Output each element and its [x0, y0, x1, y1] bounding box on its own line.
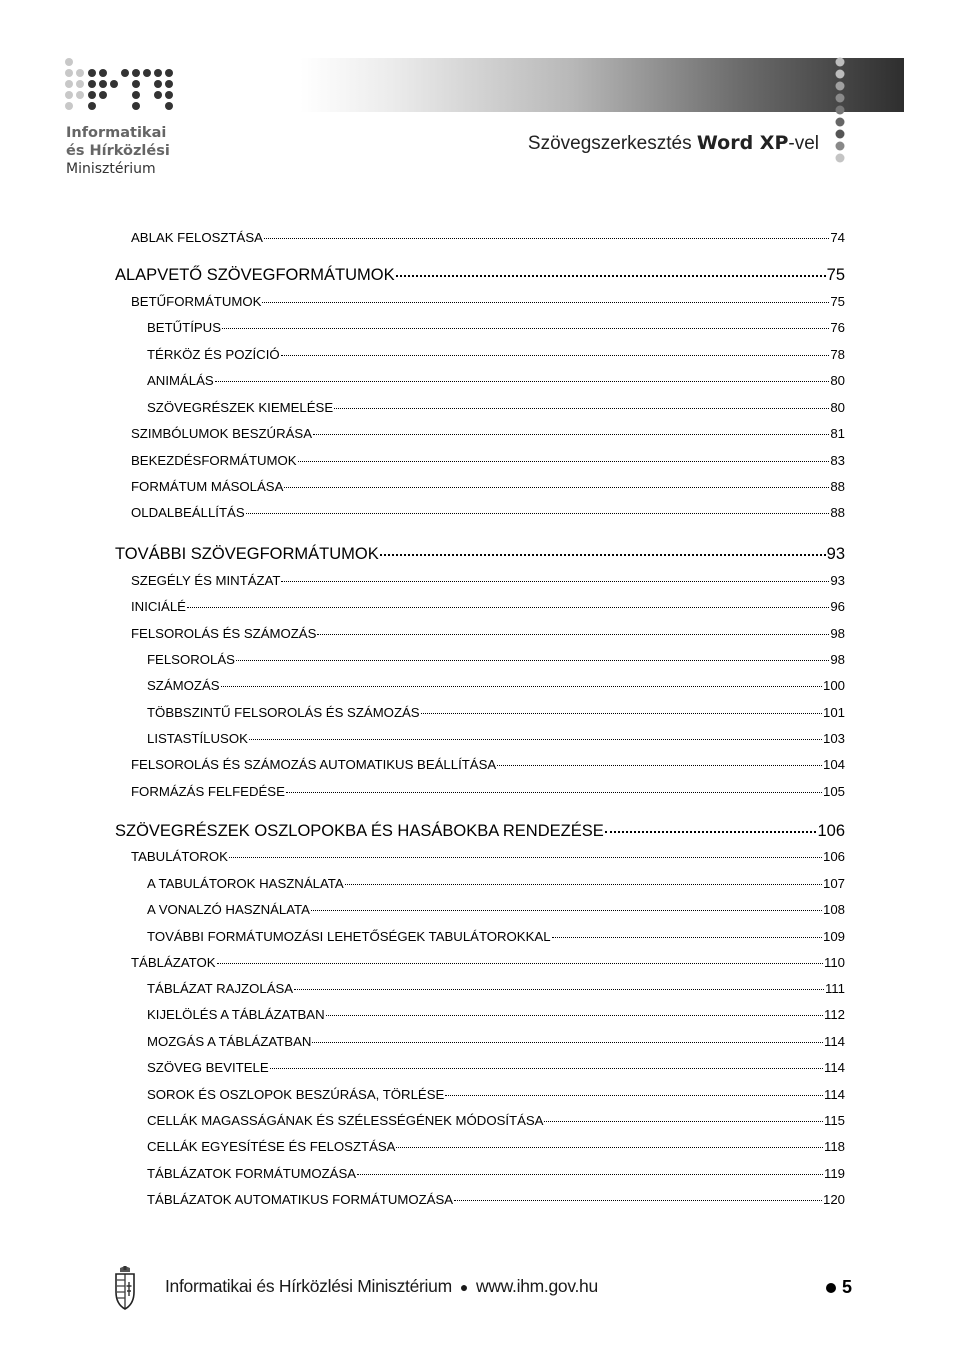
toc-dot-leader	[396, 275, 826, 277]
toc-entry[interactable]	[131, 229, 845, 247]
toc-entry[interactable]	[131, 598, 845, 616]
toc-entry-page: 88	[830, 505, 845, 520]
toc-entry-title: FORMÁZÁS FELFEDÉSE	[131, 784, 285, 799]
toc-entry-page: 112	[823, 1007, 845, 1022]
toc-entry-title: INICIÁLÉ	[131, 599, 186, 614]
toc-dot-leader	[497, 765, 822, 766]
toc-dot-leader	[298, 461, 830, 462]
toc-dot-leader	[345, 884, 822, 885]
toc-entry[interactable]	[131, 625, 845, 643]
toc-entry-page: 119	[823, 1166, 845, 1181]
toc-dot-leader	[326, 1015, 823, 1016]
toc-dot-leader	[445, 1095, 823, 1096]
org-name-line-1: Informatikai	[66, 125, 167, 141]
toc-dot-leader	[312, 1042, 823, 1043]
toc-entry-title: ABLAK FELOSZTÁSA	[131, 230, 263, 245]
toc-entry[interactable]	[147, 399, 845, 417]
toc-entry-title: TÁBLÁZATOK AUTOMATIKUS FORMÁTUMOZÁSA	[147, 1192, 454, 1207]
toc-dot-leader	[215, 381, 830, 382]
footer-separator: ●	[459, 1279, 468, 1295]
toc-dot-leader	[270, 1068, 823, 1069]
toc-entry-title: A TABULÁTOROK HASZNÁLATA	[147, 876, 344, 891]
toc-entry-page: 107	[822, 876, 845, 891]
toc-entry[interactable]	[147, 730, 845, 748]
toc-entry[interactable]	[131, 452, 845, 470]
toc-entry-page: 75	[830, 294, 845, 309]
toc-entry-title: ALAPVETŐ SZÖVEGFORMÁTUMOK	[115, 266, 395, 284]
toc-dot-leader	[281, 581, 829, 582]
title-prefix: Szövegszerkesztés	[527, 133, 697, 154]
toc-entry[interactable]	[147, 928, 845, 946]
toc-entry[interactable]	[147, 1006, 845, 1024]
toc-entry-title: TABULÁTOROK	[131, 849, 228, 864]
title-bold: Word XP	[696, 132, 789, 154]
toc-entry-title: BEKEZDÉSFORMÁTUMOK	[131, 453, 297, 468]
toc-entry-title: KIJELÖLÉS A TÁBLÁZATBAN	[147, 1007, 325, 1022]
toc-entry-page: 81	[830, 426, 845, 441]
page-bullet-icon	[826, 1283, 836, 1293]
toc-entry-page: 101	[822, 705, 845, 720]
toc-dot-leader	[294, 989, 824, 990]
toc-dot-leader	[281, 355, 830, 356]
footer-ministry-line	[165, 1276, 598, 1297]
toc-entry-title: FELSOROLÁS ÉS SZÁMOZÁS	[131, 626, 317, 641]
toc-dot-leader	[334, 408, 829, 409]
toc-entry-page: 114	[823, 1087, 845, 1102]
toc-entry-title: FELSOROLÁS	[147, 652, 235, 667]
footer-ministry: Informatikai és Hírközlési Minisztérium	[165, 1276, 452, 1296]
toc-dot-leader	[262, 302, 829, 303]
toc-dot-leader	[311, 910, 822, 911]
toc-dot-leader	[221, 686, 822, 687]
toc-entry[interactable]	[131, 756, 845, 774]
toc-entry[interactable]	[147, 1165, 845, 1183]
toc-entry[interactable]	[131, 478, 845, 496]
footer-website[interactable]: www.ihm.gov.hu	[476, 1276, 598, 1296]
org-name-line-3: Minisztérium	[66, 161, 156, 177]
toc-dot-leader	[249, 739, 822, 740]
toc-entry-title: TÉRKÖZ ÉS POZÍCIÓ	[147, 347, 280, 362]
toc-dot-leader	[454, 1200, 822, 1201]
toc-entry[interactable]	[131, 954, 845, 972]
toc-entry[interactable]	[147, 901, 845, 919]
toc-entry-page: 93	[826, 545, 845, 563]
toc-entry-page: 110	[823, 955, 845, 970]
toc-entry[interactable]	[147, 651, 845, 669]
toc-entry-page: 104	[822, 757, 845, 772]
toc-entry-title: SZÖVEGRÉSZEK OSZLOPOKBA ÉS HASÁBOKBA RENDEZÉSE	[115, 822, 604, 840]
toc-entry-page: 83	[830, 453, 845, 468]
toc-entry-page: 96	[830, 599, 845, 614]
toc-entry-title: SZÖVEG BEVITELE	[147, 1060, 269, 1075]
toc-entry[interactable]	[147, 980, 845, 998]
toc-entry-page: 106	[822, 849, 845, 864]
toc-entry-title: TÁBLÁZAT RAJZOLÁSA	[147, 981, 294, 996]
toc-entry-page: 93	[830, 573, 845, 588]
page-number-value: 5	[842, 1277, 853, 1297]
toc-entry-page: 76	[830, 320, 845, 335]
toc-entry[interactable]	[115, 820, 845, 842]
toc-entry-page: 111	[824, 981, 845, 996]
toc-entry[interactable]	[131, 783, 845, 801]
toc-dot-leader	[222, 328, 829, 329]
toc-entry-title: A VONALZÓ HASZNÁLATA	[147, 902, 310, 917]
toc-entry-page: 80	[830, 400, 845, 415]
toc-entry[interactable]	[131, 504, 845, 522]
toc-entry-page: 108	[822, 902, 845, 917]
page-number	[826, 1277, 852, 1298]
toc-entry[interactable]	[131, 572, 845, 590]
toc-entry[interactable]	[147, 319, 845, 337]
toc-entry-title: OLDALBEÁLLÍTÁS	[131, 505, 245, 520]
toc-dot-leader	[264, 238, 829, 239]
toc-dot-leader	[357, 1174, 823, 1175]
toc-dot-leader	[187, 607, 829, 608]
toc-entry[interactable]	[147, 875, 845, 893]
toc-entry-page: 100	[822, 678, 845, 693]
toc-entry[interactable]	[147, 1138, 845, 1156]
toc-entry-title: BETŰTÍPUS	[147, 320, 222, 335]
toc-entry-title: SOROK ÉS OSZLOPOK BESZÚRÁSA, TÖRLÉSE	[147, 1087, 445, 1102]
toc-dot-leader	[317, 634, 829, 635]
toc-entry-page: 115	[823, 1113, 845, 1128]
toc-entry[interactable]	[131, 425, 845, 443]
toc-entry-page: 74	[830, 230, 845, 245]
toc-entry-title: SZÁMOZÁS	[147, 678, 220, 693]
toc-entry-title: SZIMBÓLUMOK BESZÚRÁSA	[131, 426, 312, 441]
toc-entry-title: CELLÁK MAGASSÁGÁNAK ÉS SZÉLESSÉGÉNEK MÓDOSÍTÁSA	[147, 1113, 544, 1128]
toc-entry[interactable]	[147, 372, 845, 390]
toc-dot-leader	[246, 513, 830, 514]
title-suffix: -vel	[788, 133, 819, 154]
toc-entry-title: TÖBBSZINTŰ FELSOROLÁS ÉS SZÁMOZÁS	[147, 705, 420, 720]
toc-entry[interactable]	[147, 1112, 845, 1130]
toc-dot-leader	[229, 857, 822, 858]
toc-entry[interactable]	[147, 1191, 845, 1209]
toc-entry-title: LISTASTÍLUSOK	[147, 731, 248, 746]
toc-entry[interactable]	[115, 264, 845, 286]
toc-entry[interactable]	[147, 1033, 845, 1051]
toc-dot-leader	[313, 434, 829, 435]
toc-entry-page: 88	[830, 479, 845, 494]
toc-entry-page: 80	[830, 373, 845, 388]
coat-of-arms-icon	[113, 1266, 137, 1310]
toc-entry-page: 98	[830, 652, 845, 667]
toc-entry-title: TÁBLÁZATOK FORMÁTUMOZÁSA	[147, 1166, 357, 1181]
toc-entry-page: 118	[823, 1139, 845, 1154]
toc-entry[interactable]	[147, 704, 845, 722]
toc-entry-page: 75	[826, 266, 845, 284]
toc-dot-leader	[421, 713, 822, 714]
toc-entry-title: SZEGÉLY ÉS MINTÁZAT	[131, 573, 281, 588]
toc-entry-page: 78	[830, 347, 845, 362]
toc-entry[interactable]	[147, 1059, 845, 1077]
toc-dot-leader	[236, 660, 829, 661]
toc-entry-title: FELSOROLÁS ÉS SZÁMOZÁS AUTOMATIKUS BEÁLLÍTÁSA	[131, 757, 497, 772]
toc-entry[interactable]	[147, 1086, 845, 1104]
toc-entry-page: 114	[823, 1060, 845, 1075]
toc-entry[interactable]	[147, 677, 845, 695]
toc-entry-page: 105	[822, 784, 845, 799]
toc-entry[interactable]	[131, 848, 845, 866]
toc-entry[interactable]	[147, 346, 845, 364]
toc-entry-title: MOZGÁS A TÁBLÁZATBAN	[147, 1034, 312, 1049]
toc-dot-leader	[286, 792, 822, 793]
org-name-line-2: és Hírközlési	[66, 143, 170, 159]
toc-entry-page: 106	[817, 822, 845, 840]
toc-entry-page: 114	[823, 1034, 845, 1049]
toc-entry[interactable]	[115, 543, 845, 565]
toc-dot-leader	[552, 937, 822, 938]
toc-entry-title: TÁBLÁZATOK	[131, 955, 216, 970]
toc-entry-title: SZÖVEGRÉSZEK KIEMELÉSE	[147, 400, 334, 415]
toc-entry-title: TOVÁBBI FORMÁTUMOZÁSI LEHETŐSÉGEK TABULÁTOROKKAL	[147, 929, 551, 944]
toc-dot-leader	[544, 1121, 822, 1122]
toc-entry[interactable]	[131, 293, 845, 311]
toc-dot-leader	[605, 831, 817, 833]
toc-entry-title: TOVÁBBI SZÖVEGFORMÁTUMOK	[115, 545, 379, 563]
toc-dot-leader	[284, 487, 829, 488]
toc-entry-page: 98	[830, 626, 845, 641]
toc-entry-page: 103	[822, 731, 845, 746]
toc-entry-page: 109	[822, 929, 845, 944]
toc-entry-title: ANIMÁLÁS	[147, 373, 214, 388]
toc-entry-title: FORMÁTUM MÁSOLÁSA	[131, 479, 284, 494]
toc-dot-leader	[380, 554, 826, 556]
toc-entry-title: BETŰFORMÁTUMOK	[131, 294, 262, 309]
toc-dot-leader	[396, 1147, 823, 1148]
toc-entry-title: CELLÁK EGYESÍTÉSE ÉS FELOSZTÁSA	[147, 1139, 396, 1154]
toc-entry-page: 120	[822, 1192, 845, 1207]
toc-dot-leader	[217, 963, 823, 964]
